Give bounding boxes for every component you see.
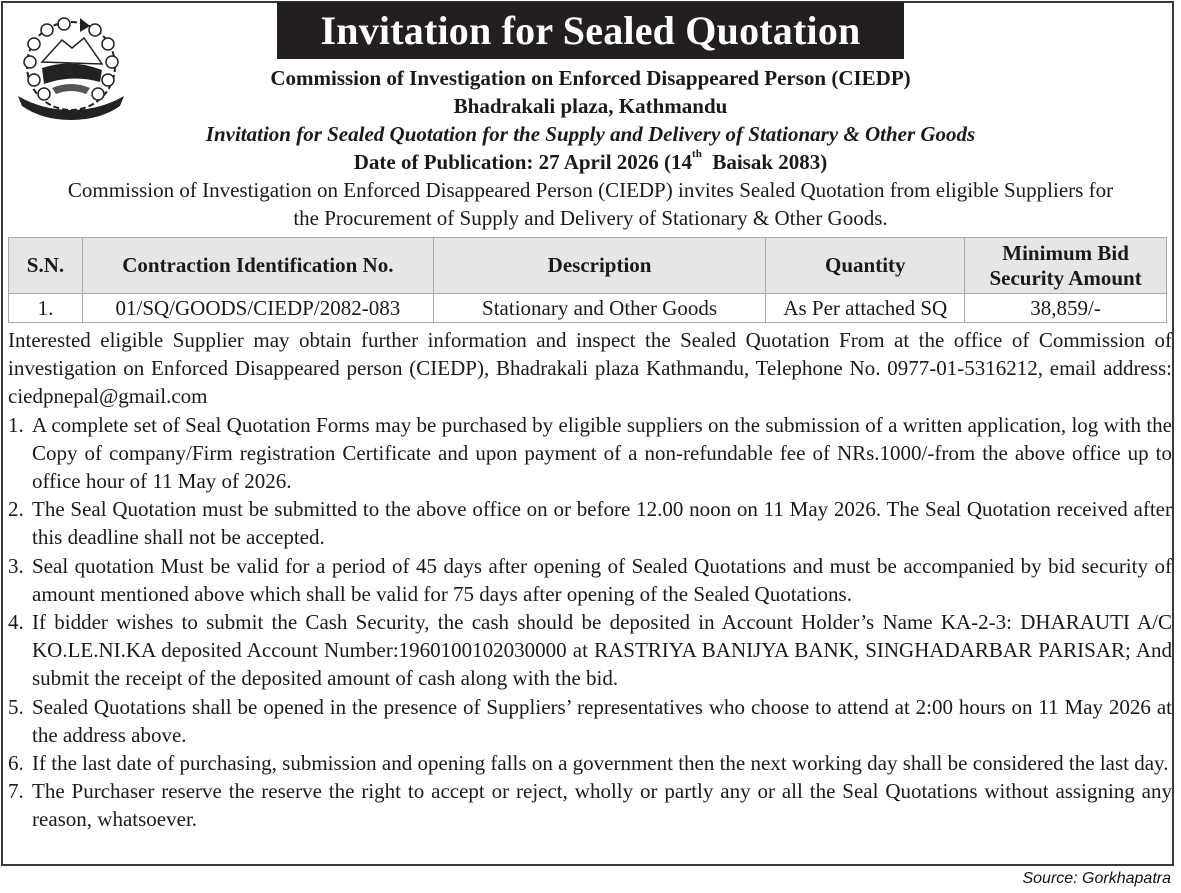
header-bid-security-line1: Minimum Bid	[1002, 240, 1129, 265]
header-description: Description	[433, 238, 766, 294]
list-item-text: If the last date of purchasing, submission and opening falls on a government then the next working day shall be considered the last day.	[32, 751, 1169, 776]
list-item-number: 3.	[8, 553, 24, 578]
list-item-text: A complete set of Seal Quotation Forms may be purchased by eligible suppliers on the submission of a written application, log with the Copy of company/Firm registration Certificate and upon payment of a non-refundable fee of NRs.1000/-from the above office up to office hour of 11 May of 2026.	[32, 412, 1172, 494]
header-bid-security-line2: Security Amount	[989, 265, 1142, 290]
header-contract-id: Contraction Identification No.	[82, 238, 433, 294]
list-item	[8, 749, 1172, 777]
list-item-number: 5.	[8, 694, 24, 719]
list-item-text: If bidder wishes to submit the Cash Security, the cash should be deposited in Account Holder’s Name KA-2-3: DHARAUTI A/C KO.LE.NI.KA deposited Account Number:1960100102030000 at RASTRIYA BANIJYA BANK, SINGHADARBAR PARISAR; And submit the receipt of the deposited amount of cash along with the bid.	[32, 610, 1172, 691]
list-item	[8, 777, 1172, 833]
list-item-text: Seal quotation Must be valid for a period of 45 days after opening of Sealed Quotations and must be accompanied by bid security of amount mentioned above which shall be valid for 75 days after opening of the Sealed Quotations.	[32, 553, 1172, 606]
list-item-number: 4.	[8, 610, 24, 635]
intro-line-2: the Procurement of Supply and Delivery of Stationary & Other Goods.	[293, 206, 888, 230]
header-quantity: Quantity	[766, 238, 965, 294]
list-item	[8, 411, 1172, 496]
publication-date-prefix: Date of Publication: 27 April 2026 (14	[353, 150, 693, 174]
cell-description: Stationary and Other Goods	[433, 294, 766, 323]
cell-quantity: As Per attached SQ	[766, 294, 965, 323]
cell-sn: 1.	[9, 294, 83, 323]
header-sn: S.N.	[9, 238, 83, 294]
list-item-text: The Purchaser reserve the reserve the right to accept or reject, wholly or partly any or all the Seal Quotations without assigning any reason, whatsoever.	[32, 779, 1172, 832]
list-item	[8, 552, 1172, 608]
list-item-text: The Seal Quotation must be submitted to the above office on or before 12.00 noon on 11 May 2026. The Seal Quotation received after this deadline shall not be accepted.	[32, 497, 1172, 550]
list-item	[8, 608, 1172, 693]
publication-date	[0, 150, 1181, 175]
cell-bid-security: 38,859/-	[965, 294, 1167, 323]
publication-date-suffix: Baisak 2083)	[701, 150, 828, 174]
info-paragraph: Interested eligible Supplier may obtain further information and inspect the Sealed Quotation From at the office of Commission of investigation on Enforced Disappeared person (CIEDP), Bhadrakali plaza Kathmandu, Telephone No. 0977-01-5316212, email address: ciedpnepal@gmail.com	[8, 328, 1172, 409]
organization-name: Commission of Investigation on Enforced Disappeared Person (CIEDP)	[270, 66, 911, 90]
header-bid-security	[965, 238, 1167, 294]
source-credit: Source: Gorkhapatra	[1022, 870, 1171, 887]
list-item	[8, 693, 1172, 749]
organization-address: Bhadrakali plaza, Kathmandu	[453, 94, 728, 118]
cell-contract-id: 01/SQ/GOODS/CIEDP/2082-083	[82, 294, 433, 323]
list-item	[8, 495, 1172, 551]
list-item-number: 1.	[8, 412, 24, 437]
table-header-row	[9, 238, 1167, 294]
list-item-number: 6.	[8, 751, 24, 776]
bid-table	[8, 237, 1167, 323]
notice-body	[8, 326, 1172, 834]
notice-subject: Invitation for Sealed Quotation for the Supply and Delivery of Stationary & Other Goods	[205, 122, 976, 146]
page-title: Invitation for Sealed Quotation	[277, 2, 904, 59]
intro-line-1: Commission of Investigation on Enforced Disappeared Person (CIEDP) invites Sealed Quotation from eligible Suppliers for	[67, 178, 1114, 202]
list-item-number: 7.	[8, 779, 24, 804]
table-row	[9, 294, 1167, 323]
list-item-text: Sealed Quotations shall be opened in the presence of Suppliers’ representatives who choose to attend at 2:00 hours on 11 May 2026 at the address above.	[32, 694, 1172, 747]
publication-date-ordinal: th	[692, 148, 702, 160]
list-item-number: 2.	[8, 497, 24, 522]
